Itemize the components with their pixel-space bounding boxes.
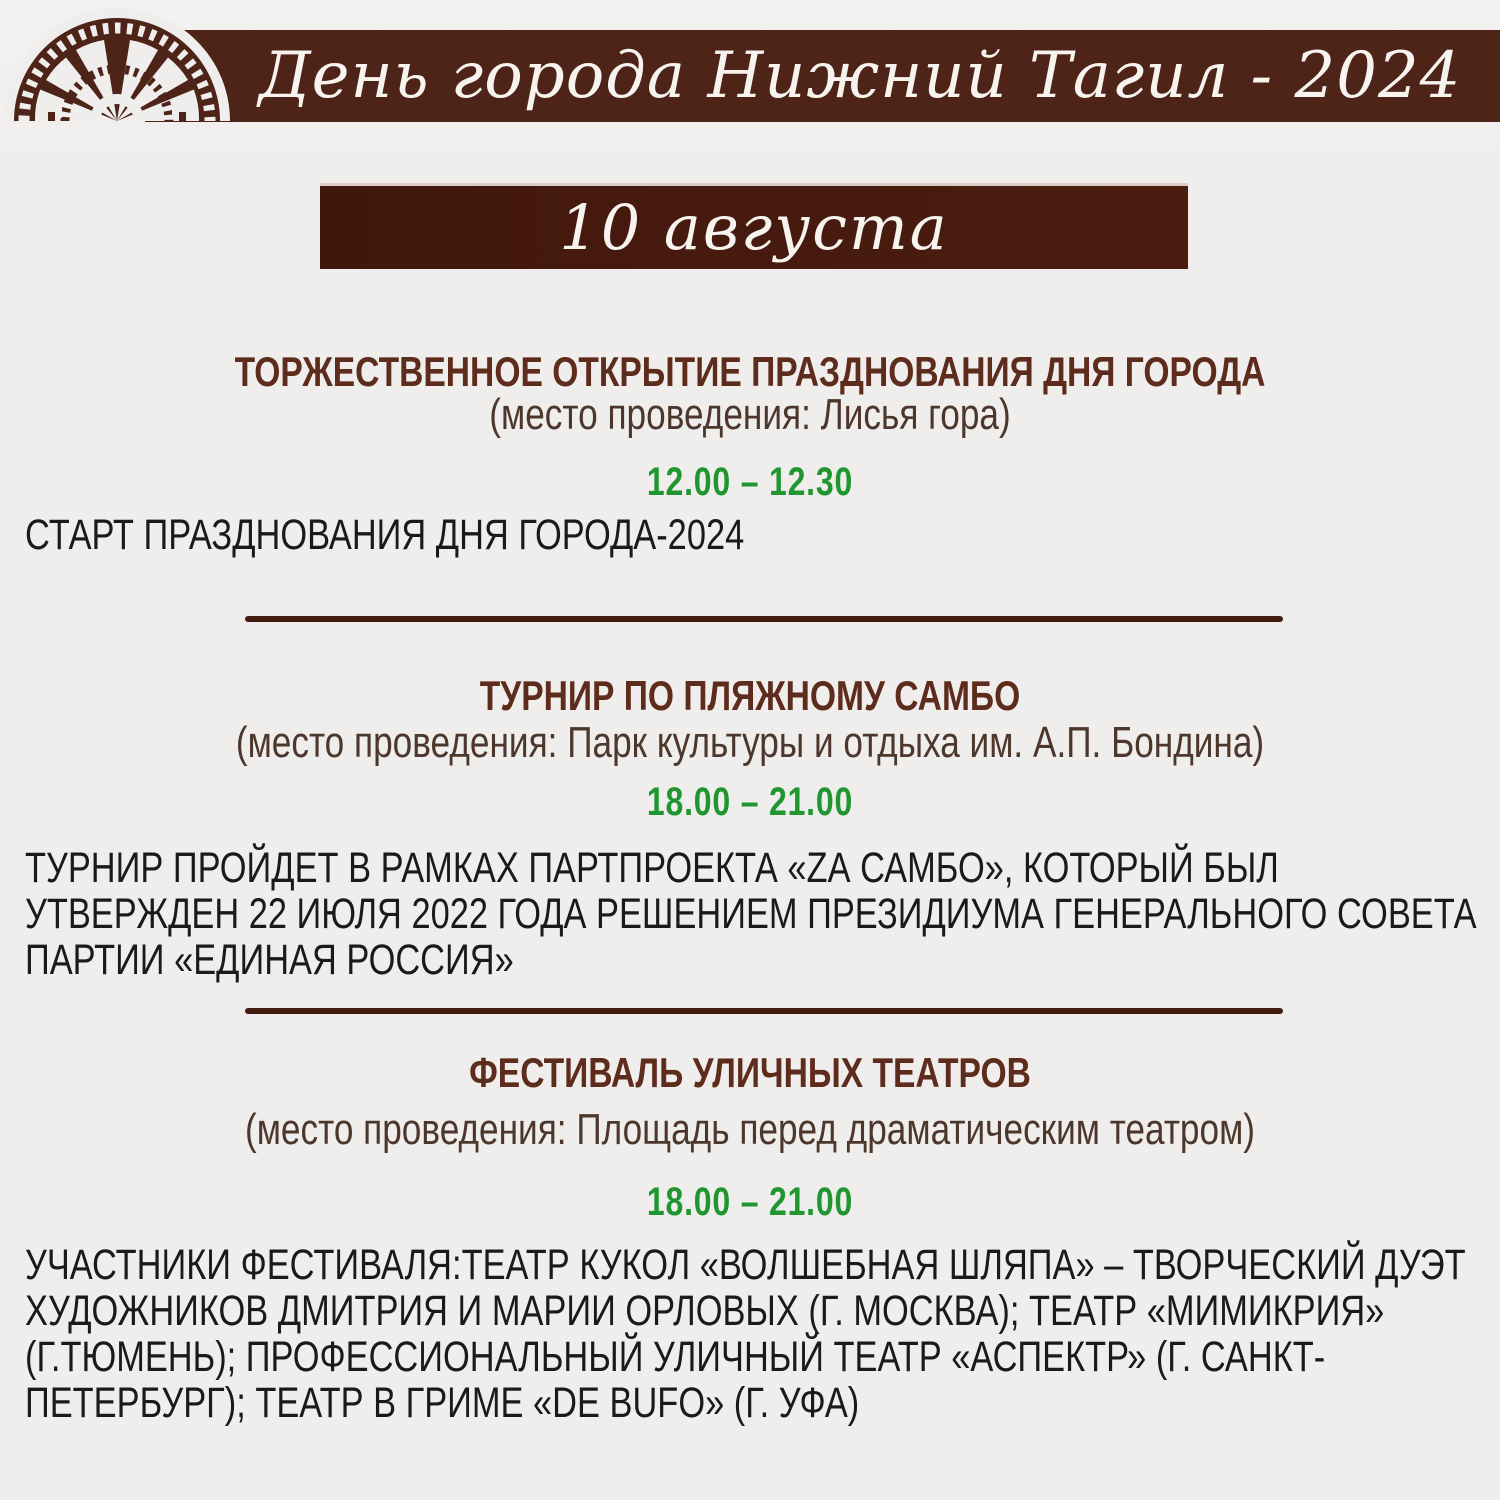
- event-description: УЧАСТНИКИ ФЕСТИВАЛЯ:ТЕАТР КУКОЛ «ВОЛШЕБНАЯ ШЛЯПА» – ТВОРЧЕСКИЙ ДУЭТ ХУДОЖНИКОВ ДМИТРИЯ И МАРИИ ОРЛОВЫХ (Г. МОСКВА); ТЕАТР «МИМИКРИЯ» (Г.ТЮМЕНЬ); ПРОФЕССИОНАЛЬНЫЙ УЛИЧНЫЙ ТЕАТР «АСПЕКТР» (Г. САНКТ-ПЕТЕРБУРГ); ТЕАТР В ГРИМЕ «DE BUFO» (Г. УФА): [25, 1241, 1466, 1427]
- event-description: ТУРНИР ПРОЙДЕТ В РАМКАХ ПАРТПРОЕКТА «ZА САМБО», КОТОРЫЙ БЫЛ УТВЕРЖДЕН 22 ИЮЛЯ 2022 ГОДА РЕШЕНИЕМ ПРЕЗИДИУМА ГЕНЕРАЛЬНОГО СОВЕТА ПАРТИИ «ЕДИНАЯ РОССИЯ»: [25, 844, 1477, 984]
- date-label: 10 августа: [559, 191, 949, 264]
- event-location: (место проведения: Площадь перед драматическим театром): [244, 1105, 1256, 1154]
- date-banner: [320, 183, 1188, 269]
- event-time: 18.00 – 21.00: [646, 1180, 854, 1224]
- factory-wheel-logo-icon: [4, 4, 234, 122]
- event-title: ТУРНИР ПО ПЛЯЖНОМУ САМБО: [479, 672, 1021, 719]
- event-description: СТАРТ ПРАЗДНОВАНИЯ ДНЯ ГОРОДА-2024: [25, 511, 745, 559]
- event-location: (место проведения: Лисья гора): [489, 390, 1011, 439]
- section-divider: [245, 616, 1283, 622]
- event-location: (место проведения: Парк культуры и отдыха им. А.П. Бондина): [235, 718, 1265, 767]
- event-title: ФЕСТИВАЛЬ УЛИЧНЫХ ТЕАТРОВ: [469, 1049, 1031, 1096]
- event-time: 12.00 – 12.30: [646, 460, 854, 504]
- event-time: 18.00 – 21.00: [646, 780, 854, 824]
- section-divider: [245, 1008, 1283, 1014]
- page-title: День города Нижний Тагил - 2024: [258, 39, 1462, 113]
- event-title: ТОРЖЕСТВЕННОЕ ОТКРЫТИЕ ПРАЗДНОВАНИЯ ДНЯ ГОРОДА: [234, 348, 1266, 395]
